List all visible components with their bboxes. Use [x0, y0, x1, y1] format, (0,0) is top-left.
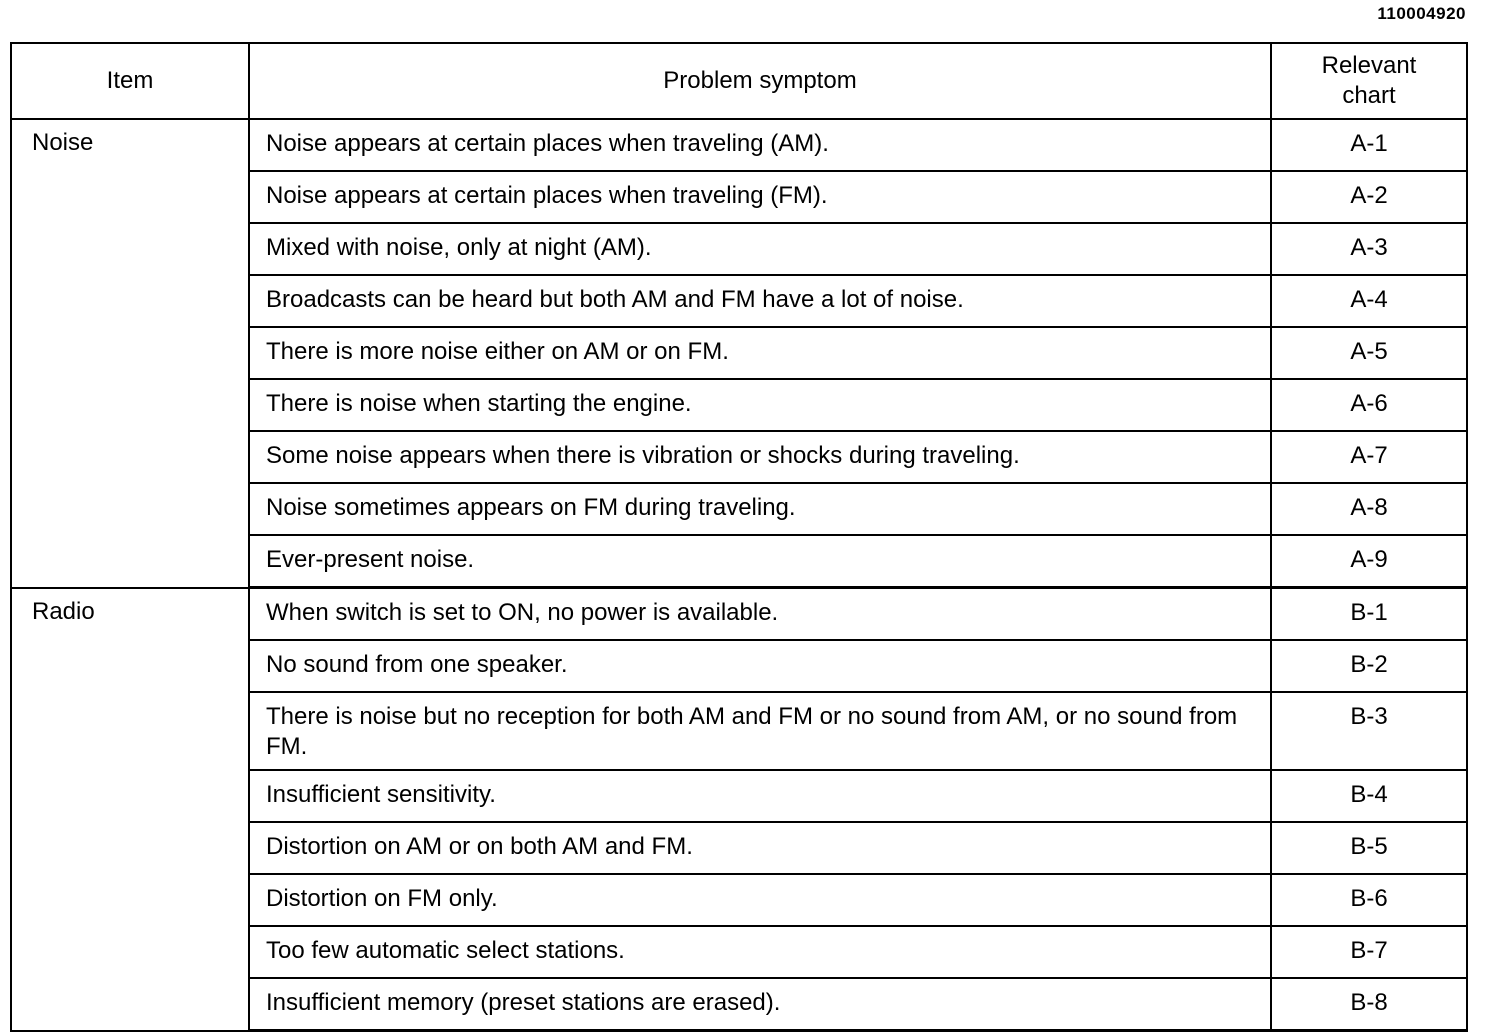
symptom-cell: Noise appears at certain places when traveling (FM).	[249, 171, 1271, 223]
symptom-cell: Insufficient memory (preset stations are erased).	[249, 978, 1271, 1031]
relevant-chart-cell: A-8	[1271, 483, 1467, 535]
symptom-cell: Distortion on FM only.	[249, 874, 1271, 926]
relevant-chart-cell: A-2	[1271, 171, 1467, 223]
header-row	[11, 43, 1467, 119]
symptom-cell: Broadcasts can be heard but both AM and FM have a lot of noise.	[249, 275, 1271, 327]
symptom-cell: No sound from one speaker.	[249, 640, 1271, 692]
symptom-cell: Too few automatic select stations.	[249, 926, 1271, 978]
symptom-cell: There is more noise either on AM or on FM.	[249, 327, 1271, 379]
header-relevant-chart-line2: chart	[1342, 82, 1396, 109]
relevant-chart-cell: A-4	[1271, 275, 1467, 327]
symptom-cell: There is noise when starting the engine.	[249, 379, 1271, 431]
table-body	[11, 119, 1467, 1031]
symptom-cell: There is noise but no reception for both AM and FM or no sound from AM, or no sound from FM.	[249, 692, 1271, 770]
header-relevant-chart-line1: Relevant	[1321, 52, 1417, 79]
relevant-chart-cell: B-3	[1271, 692, 1467, 770]
symptom-cell: Noise appears at certain places when traveling (AM).	[249, 119, 1271, 171]
relevant-chart-cell: B-6	[1271, 874, 1467, 926]
relevant-chart-cell: A-5	[1271, 327, 1467, 379]
relevant-chart-cell: A-9	[1271, 535, 1467, 588]
symptom-cell: Some noise appears when there is vibration or shocks during traveling.	[249, 431, 1271, 483]
item-cell: Noise	[11, 119, 249, 588]
table-row	[11, 588, 1467, 641]
relevant-chart-cell: A-6	[1271, 379, 1467, 431]
symptom-cell: Distortion on AM or on both AM and FM.	[249, 822, 1271, 874]
relevant-chart-cell: A-3	[1271, 223, 1467, 275]
relevant-chart-cell: A-7	[1271, 431, 1467, 483]
item-cell: Radio	[11, 588, 249, 1031]
header-problem-symptom: Problem symptom	[249, 43, 1271, 119]
table-header	[11, 43, 1467, 119]
problem-symptoms-table	[10, 42, 1468, 1032]
symptom-cell: Mixed with noise, only at night (AM).	[249, 223, 1271, 275]
header-relevant-chart	[1271, 43, 1467, 119]
symptom-cell: Ever-present noise.	[249, 535, 1271, 588]
symptom-cell: When switch is set to ON, no power is available.	[249, 588, 1271, 641]
document-id: 110004920	[1377, 4, 1466, 23]
relevant-chart-cell: B-1	[1271, 588, 1467, 641]
relevant-chart-cell: A-1	[1271, 119, 1467, 171]
symptom-cell: Noise sometimes appears on FM during traveling.	[249, 483, 1271, 535]
relevant-chart-cell: B-8	[1271, 978, 1467, 1031]
relevant-chart-cell: B-4	[1271, 770, 1467, 822]
relevant-chart-cell: B-7	[1271, 926, 1467, 978]
header-item: Item	[11, 43, 249, 119]
table-row	[11, 119, 1467, 171]
symptom-cell: Insufficient sensitivity.	[249, 770, 1271, 822]
relevant-chart-cell: B-2	[1271, 640, 1467, 692]
relevant-chart-cell: B-5	[1271, 822, 1467, 874]
